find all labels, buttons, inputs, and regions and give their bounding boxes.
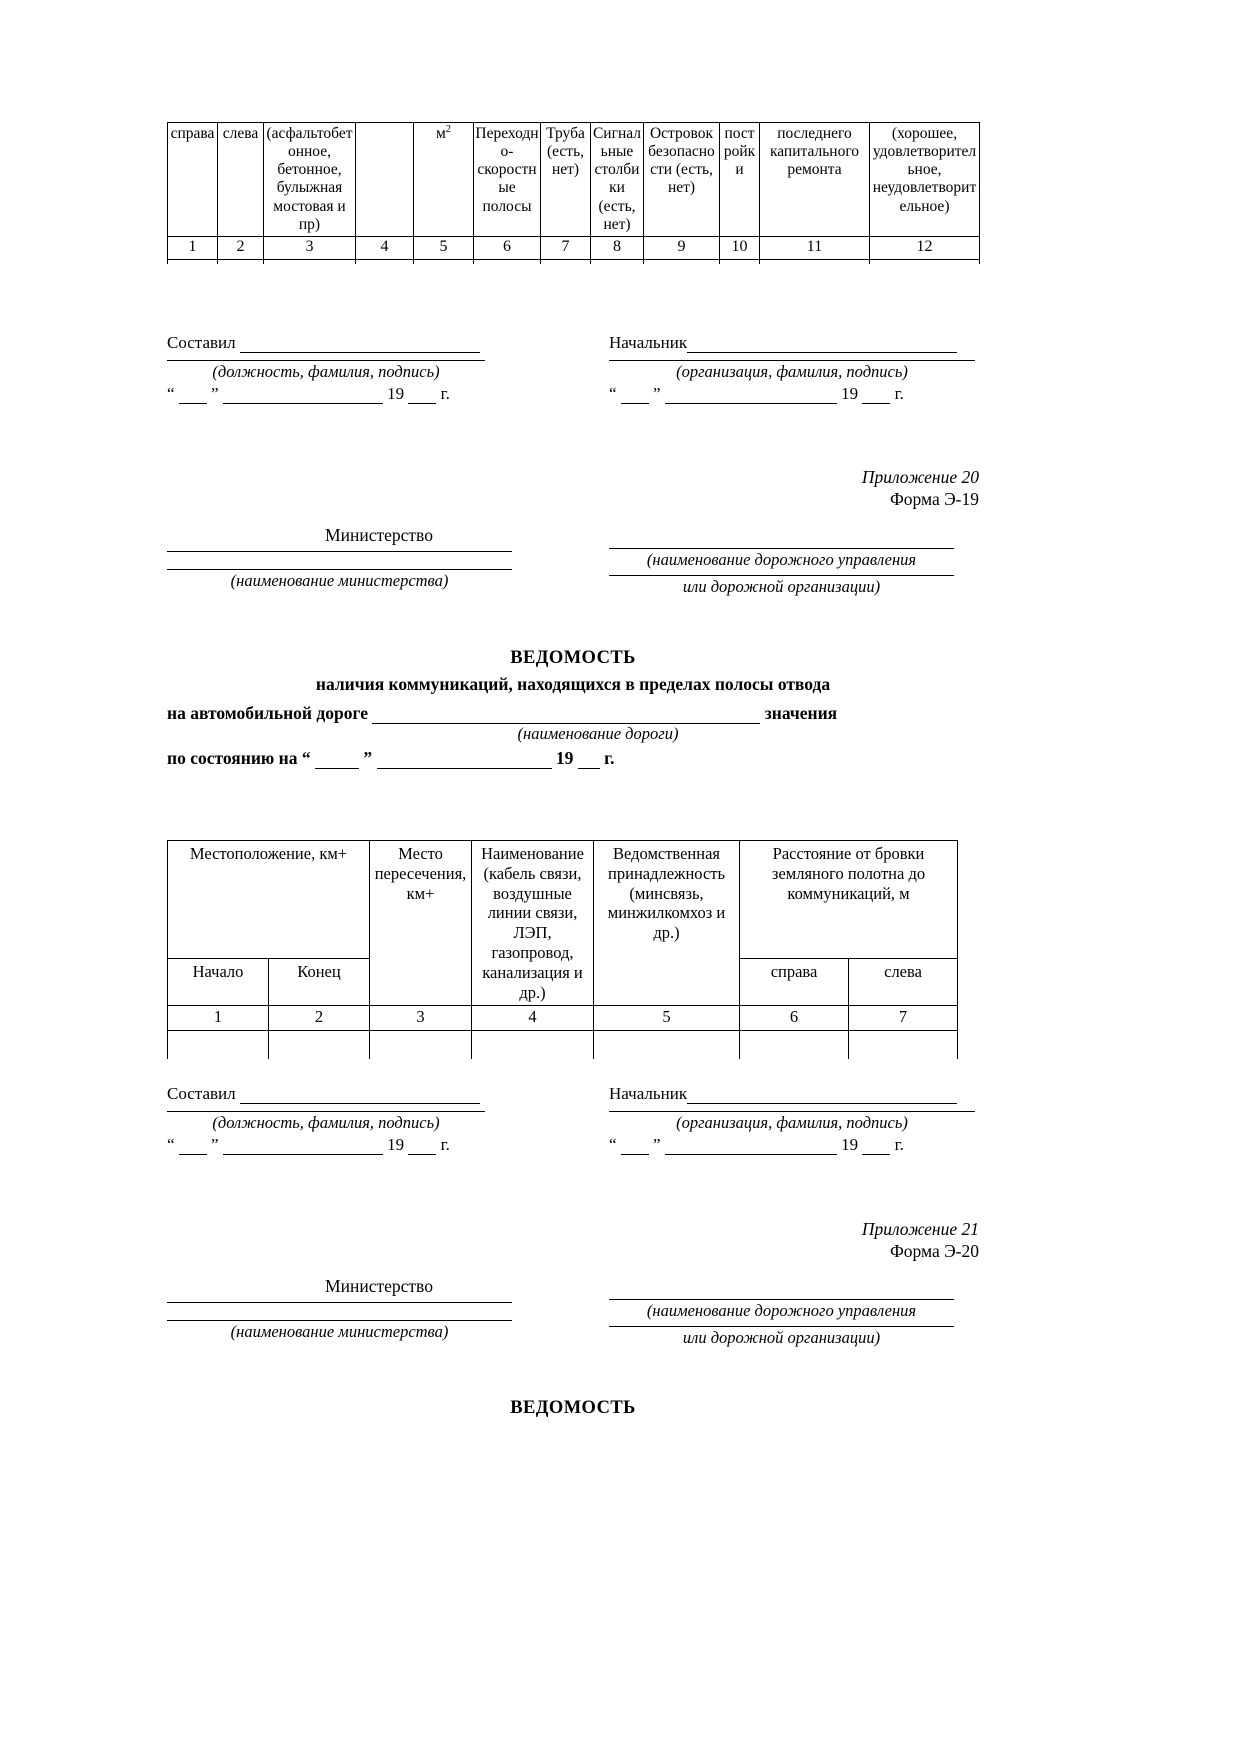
header-distance-group: Расстояние от бровки земляного полотна до коммуникаций, м [740,841,958,959]
table-2-wrapper [167,840,957,1059]
ministry-title: Министерство [325,1276,433,1296]
status-month-rule[interactable] [377,751,552,769]
header-cell-7: Труба (есть, нет) [541,123,591,237]
data-cell[interactable] [740,1031,849,1060]
year-input-rule[interactable] [408,387,436,404]
header-cell-1: справа [168,123,218,237]
road-org-caption-line2: или дорожной организации) [682,1328,881,1347]
table-header-row [168,123,980,237]
header-cell-9: Островок безопасности (есть, нет) [644,123,720,237]
signature-block-2 [167,1084,979,1155]
data-cell[interactable] [269,1031,370,1060]
page-subtitle: наличия коммуникаций, находящихся в пределах полосы отвода [315,674,831,694]
ministry-rule-1[interactable] [167,1301,512,1303]
colnum-7: 7 [541,236,591,260]
ministry-title: Министерство [325,525,433,545]
date-quote-close: ” [211,1135,219,1154]
data-cell[interactable] [541,260,591,265]
ministry-right-column [573,1276,979,1348]
chief-input-rule[interactable] [687,336,957,353]
title-block-2 [167,1398,979,1419]
ministry-rule-1[interactable] [167,550,512,552]
colnum-3: 3 [264,236,356,260]
header-naming: Наименование (кабель связи, воздушные линии связи, ЛЭП, газопровод, канализация и др.) [472,841,594,1006]
header-left-side: слева [849,958,958,1006]
ministry-left-column [167,525,573,597]
colnum-4: 4 [472,1006,594,1031]
date-quote-open: “ [167,384,175,403]
colnum-4: 4 [356,236,414,260]
chief-label: Начальник [609,1084,688,1103]
date-quote-close: ” [653,384,661,403]
road-org-rule-1[interactable] [609,547,954,549]
header-unit-square-meters: $м^2$ [435,123,452,142]
year-suffix: г. [440,1135,450,1154]
header-cell-2: слева [218,123,264,237]
data-cell[interactable] [644,260,720,265]
day-input-rule[interactable] [621,1138,649,1155]
year-prefix: 19 [387,384,405,403]
header-right-side: справа [740,958,849,1006]
road-org-caption-line1: (наименование дорожного управления [646,550,917,569]
compiled-by-input-rule[interactable] [240,336,480,353]
day-input-rule[interactable] [621,387,649,404]
month-input-rule[interactable] [223,387,383,404]
compiled-by-caption-rule [167,359,485,361]
ministry-caption: (наименование министерства) [230,571,449,590]
chief-caption: (организация, фамилия, подпись) [676,1113,908,1132]
road-name-suffix: значения [764,703,838,723]
data-cell[interactable] [218,260,264,265]
road-org-caption-line2: или дорожной организации) [682,577,881,596]
header-cell-12: (хорошее, удовлетворительное, неудовлетворительное) [870,123,980,237]
table-communications-register [167,840,958,1059]
chief-caption-rule [609,1110,975,1112]
signature-block-1 [167,333,979,404]
page-title: ВЕДОМОСТЬ [510,1398,636,1418]
road-org-caption-line1: (наименование дорожного управления [646,1301,917,1320]
date-quote-close: ” [653,1135,661,1154]
compiled-by-caption-rule [167,1110,485,1112]
data-cell[interactable] [870,260,980,265]
ministry-right-column [573,525,979,597]
road-org-rule-2[interactable] [609,1325,954,1327]
year-input-rule[interactable] [408,1138,436,1155]
status-year-rule[interactable] [578,751,600,769]
status-year: 19 [555,748,574,768]
colnum-5: 5 [594,1006,740,1031]
compiled-by-caption: (должность, фамилия, подпись) [212,1113,440,1132]
date-line-left[interactable] [167,1135,573,1155]
colnum-6: 6 [740,1006,849,1031]
date-quote-open: “ [167,1135,175,1154]
compiled-by-input-rule[interactable] [240,1087,480,1104]
chief-caption-rule [609,359,975,361]
year-input-rule[interactable] [862,1138,890,1155]
data-cell[interactable] [760,260,870,265]
data-cell[interactable] [168,260,218,265]
header-cell-10: постройки [720,123,760,237]
data-cell[interactable] [474,260,541,265]
date-quote-open: “ [609,1135,617,1154]
colnum-12: 12 [870,236,980,260]
header-location-group: Местоположение, км+ [168,841,370,959]
status-suffix: г. [604,748,615,768]
colnum-10: 10 [720,236,760,260]
title-block-1 [167,648,979,769]
signature-right-column [573,333,979,404]
header-affiliation: Ведомственная принадлежность (минсвязь, минжилкомхоз и др.) [594,841,740,1006]
header-crossing-place: Место пересечения, км+ [370,841,472,1006]
ministry-header-1 [167,525,979,597]
signature-left-column [167,333,573,404]
table2-header-row-1 [168,841,958,959]
colnum-5: 5 [414,236,474,260]
road-org-rule-2[interactable] [609,574,954,576]
status-quote: ” [363,748,373,768]
date-quote-open: “ [609,384,617,403]
table-row[interactable] [168,1031,958,1060]
appendix-21-header [167,1218,979,1263]
colnum-1: 1 [168,236,218,260]
appendix-number: Приложение 20 [861,467,979,487]
header-start: Начало [168,958,269,1006]
data-cell[interactable] [356,260,414,265]
chief-input-rule[interactable] [687,1087,957,1104]
month-input-rule[interactable] [665,387,837,404]
year-suffix: г. [894,384,904,403]
chief-label: Начальник [609,333,688,352]
ministry-header-2 [167,1276,979,1348]
header-cell-8: Сигнальные столбики (есть, нет) [591,123,644,237]
compiled-by-label: Составил [167,1084,236,1103]
road-name-caption: (наименование дороги) [517,724,679,743]
ministry-rule-2[interactable] [167,568,512,570]
table-row[interactable] [168,260,980,265]
form-number: Форма Э-20 [889,1241,979,1262]
ministry-left-column [167,1276,573,1348]
table-1-wrapper [167,122,979,264]
ministry-caption: (наименование министерства) [230,1322,449,1341]
appendix-20-header [167,466,979,511]
header-cell-5 [414,123,474,237]
year-prefix: 19 [841,1135,859,1154]
data-cell[interactable] [168,1031,269,1060]
status-prefix: по состоянию на “ [167,748,311,768]
compiled-by-caption: (должность, фамилия, подпись) [212,362,440,381]
data-cell[interactable] [849,1031,958,1060]
data-cell[interactable] [264,260,356,265]
ministry-rule-2[interactable] [167,1319,512,1321]
header-end: Конец [269,958,370,1006]
colnum-9: 9 [644,236,720,260]
colnum-8: 8 [591,236,644,260]
colnum-1: 1 [168,1006,269,1031]
data-cell[interactable] [594,1031,740,1060]
form-number: Форма Э-19 [889,489,979,510]
header-cell-4 [356,123,414,237]
header-cell-6: Переходно-скоростные полосы [474,123,541,237]
signature-right-column [573,1084,979,1155]
colnum-11: 11 [760,236,870,260]
colnum-2: 2 [218,236,264,260]
header-cell-3: (асфальтобетонное, бетонное, булыжная мостовая и пр) [264,123,356,237]
year-input-rule[interactable] [862,387,890,404]
chief-caption: (организация, фамилия, подпись) [676,362,908,381]
data-cell[interactable] [414,260,474,265]
data-cell[interactable] [591,260,644,265]
status-day-rule[interactable] [315,751,359,769]
day-input-rule[interactable] [179,1138,207,1155]
data-cell[interactable] [370,1031,472,1060]
data-cell[interactable] [720,260,760,265]
date-line-right[interactable] [609,384,979,404]
year-prefix: 19 [387,1135,405,1154]
year-suffix: г. [440,384,450,403]
status-date-line [167,748,979,769]
date-quote-close: ” [211,384,219,403]
data-cell[interactable] [472,1031,594,1060]
day-input-rule[interactable] [179,387,207,404]
table2-column-number-row [168,1006,958,1031]
table-column-number-row [168,236,980,260]
road-name-input-rule[interactable] [372,706,760,724]
road-org-rule-1[interactable] [609,1298,954,1300]
page-title: ВЕДОМОСТЬ [510,648,636,668]
date-line-right[interactable] [609,1135,979,1155]
date-line-left[interactable] [167,384,573,404]
appendix-number: Приложение 21 [861,1219,979,1239]
colnum-3: 3 [370,1006,472,1031]
month-input-rule[interactable] [223,1138,383,1155]
road-name-prefix: на автомобильной дороге [167,703,368,723]
colnum-2: 2 [269,1006,370,1031]
month-input-rule[interactable] [665,1138,837,1155]
colnum-7: 7 [849,1006,958,1031]
compiled-by-label: Составил [167,333,236,352]
year-prefix: 19 [841,384,859,403]
header-cell-11: последнего капитального ремонта [760,123,870,237]
table-road-surface-continuation [167,122,980,264]
year-suffix: г. [894,1135,904,1154]
signature-left-column [167,1084,573,1155]
colnum-6: 6 [474,236,541,260]
road-name-line [167,703,979,724]
